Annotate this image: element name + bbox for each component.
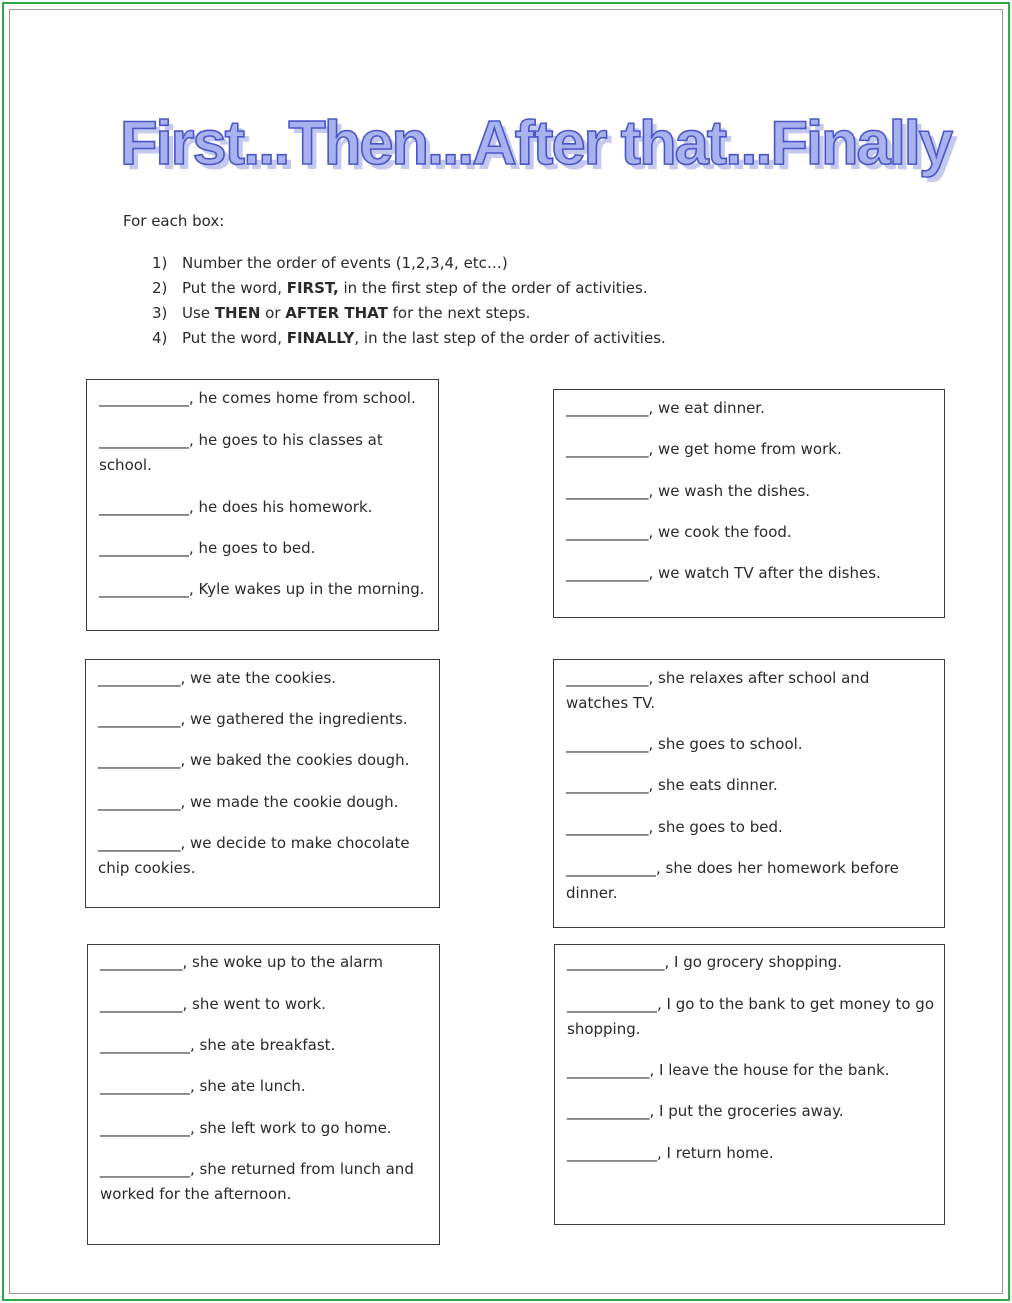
instruction-item: 4) Put the word, FINALLY, in the last step of the order of activities. bbox=[152, 329, 666, 347]
sequence-item: ___________, she went to work. bbox=[100, 995, 326, 1013]
instruction-item: 1) Number the order of events (1,2,3,4, etc…) bbox=[152, 254, 508, 272]
sequence-item: ____________, I return home. bbox=[567, 1144, 774, 1162]
sequence-box-school bbox=[553, 659, 945, 928]
sequence-item: ___________, we baked the cookies dough. bbox=[98, 751, 410, 769]
sequence-item: ____________, she does her homework before dinner. bbox=[566, 859, 899, 902]
sequence-item: ___________, we ate the cookies. bbox=[98, 669, 337, 687]
sequence-item: ___________, I put the groceries away. bbox=[567, 1102, 844, 1120]
sequence-box-cookies bbox=[85, 659, 440, 908]
sequence-item: ____________, I go to the bank to get money to go shopping. bbox=[567, 995, 935, 1038]
sequence-item: ____________, she ate breakfast. bbox=[100, 1036, 336, 1054]
sequence-item: ___________, I leave the house for the bank. bbox=[567, 1061, 890, 1079]
sequence-item: ___________, we gathered the ingredients. bbox=[98, 710, 408, 728]
sequence-box-workday bbox=[87, 944, 440, 1245]
worksheet-title: First...Then...After that...Finally bbox=[120, 109, 952, 178]
instruction-item: 3) Use THEN or AFTER THAT for the next steps. bbox=[152, 304, 531, 322]
sequence-item: ____________, Kyle wakes up in the morning. bbox=[99, 580, 425, 598]
sequence-item: ___________, she goes to bed. bbox=[566, 818, 783, 836]
sequence-item: ___________, she relaxes after school and watches TV. bbox=[566, 669, 870, 712]
sequence-box-dinner bbox=[553, 389, 945, 618]
sequence-box-shopping bbox=[554, 944, 945, 1225]
sequence-item: ___________, we wash the dishes. bbox=[566, 482, 811, 500]
sequence-item: ___________, we decide to make chocolate chip cookies. bbox=[98, 834, 410, 877]
sequence-item: ___________, we watch TV after the dishes. bbox=[566, 564, 881, 582]
sequence-item: ____________, he goes to bed. bbox=[99, 539, 316, 557]
intro-text: For each box: bbox=[123, 212, 225, 230]
sequence-item: ___________, she eats dinner. bbox=[566, 776, 778, 794]
instruction-list bbox=[152, 254, 666, 354]
sequence-item: ____________, she left work to go home. bbox=[100, 1119, 392, 1137]
sequence-item: _____________, I go grocery shopping. bbox=[567, 953, 843, 971]
sequence-box-kyle bbox=[86, 379, 439, 631]
sequence-item: ___________, we eat dinner. bbox=[566, 399, 765, 417]
sequence-item: ____________, she ate lunch. bbox=[100, 1077, 306, 1095]
instruction-item: 2) Put the word, FIRST, in the first step of the order of activities. bbox=[152, 279, 648, 297]
sequence-item: ____________, he does his homework. bbox=[99, 498, 373, 516]
sequence-item: ____________, he comes home from school. bbox=[99, 389, 416, 407]
sequence-item: ___________, we get home from work. bbox=[566, 440, 842, 458]
sequence-item: ___________, we made the cookie dough. bbox=[98, 793, 399, 811]
sequence-item: ___________, she goes to school. bbox=[566, 735, 803, 753]
sequence-item: ____________, he goes to his classes at school. bbox=[99, 431, 383, 474]
sequence-item: ____________, she returned from lunch and worked for the afternoon. bbox=[100, 1160, 414, 1203]
sequence-item: ___________, she woke up to the alarm bbox=[100, 953, 384, 971]
sequence-item: ___________, we cook the food. bbox=[566, 523, 792, 541]
